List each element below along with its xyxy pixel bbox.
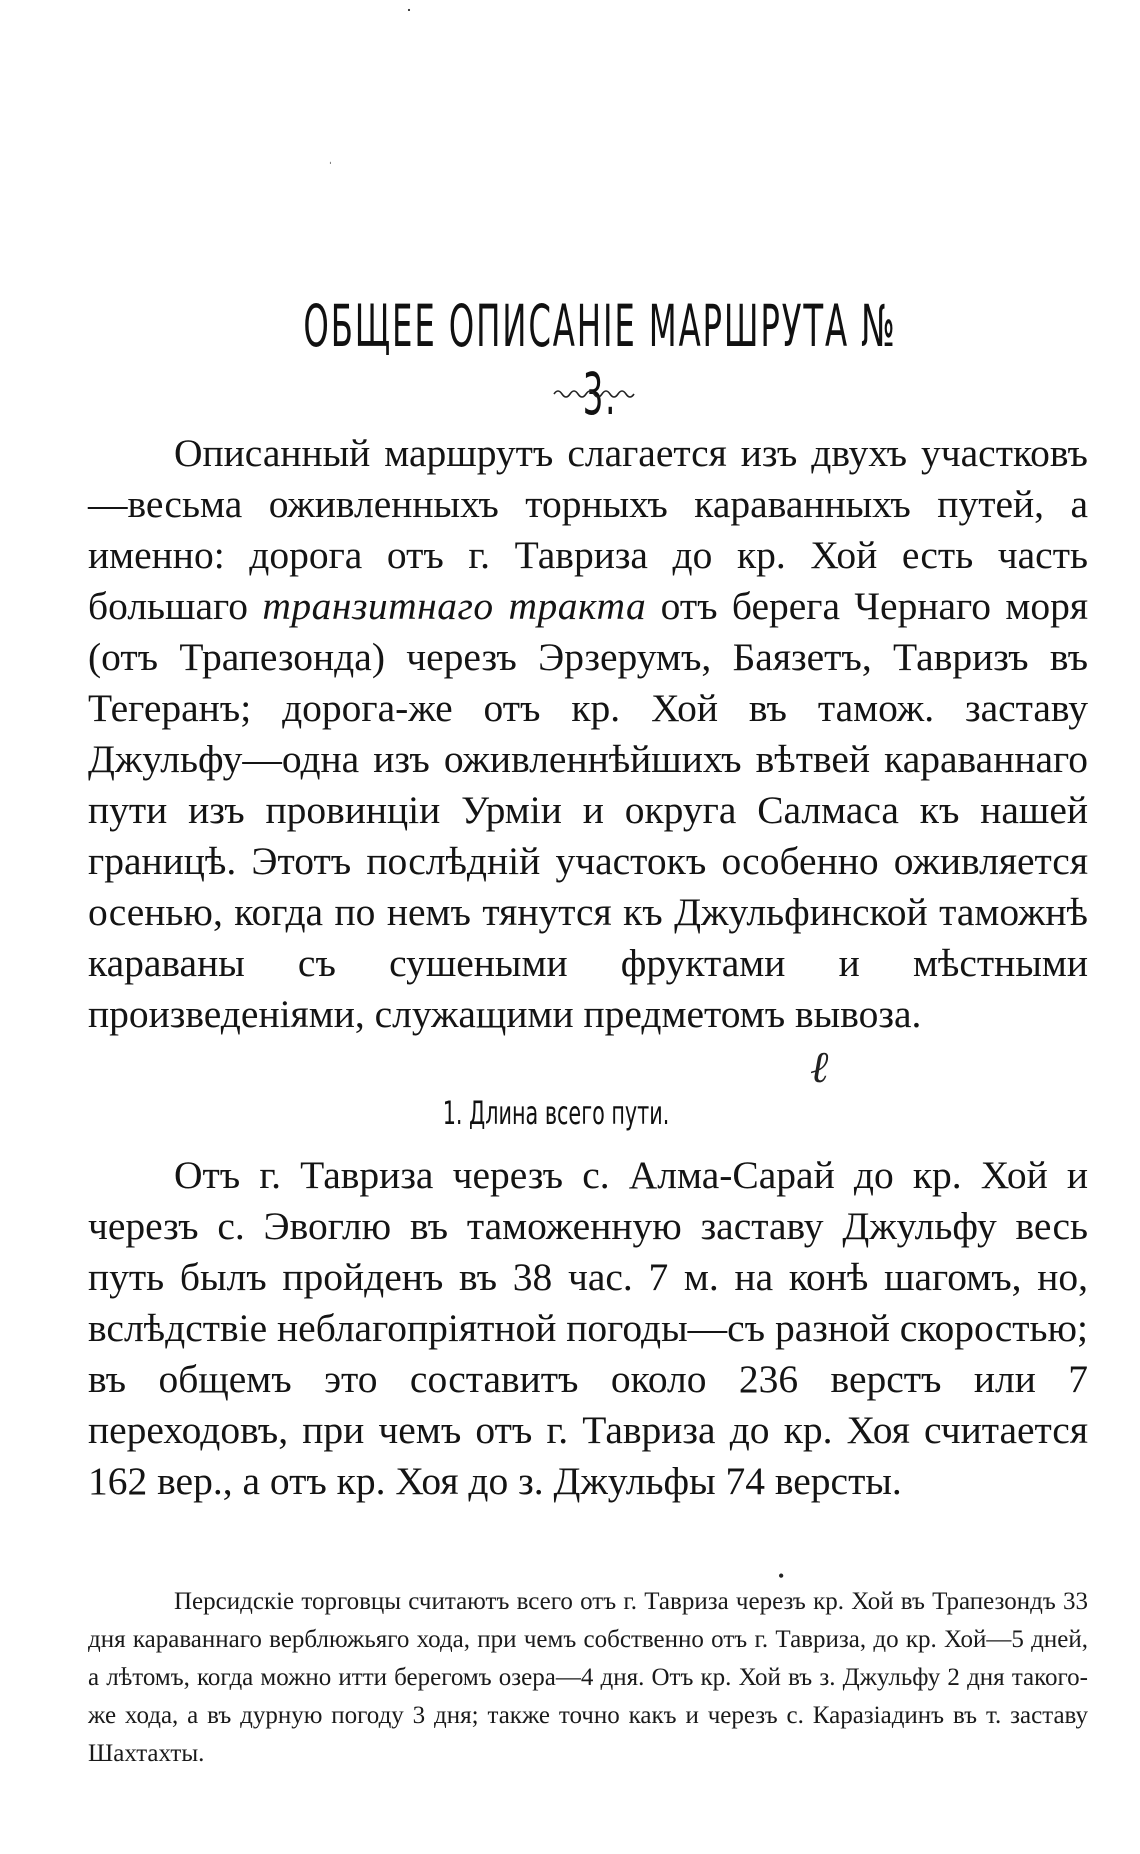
intro-emphasis: транзитнаго тракта <box>262 584 647 628</box>
print-speck: • <box>778 1566 785 1586</box>
section-paragraph <box>88 1150 1088 1507</box>
intro-text-part2: отъ берега Чернаго моря (отъ Трапезонда) черезъ Эрзерумъ, Баязетъ, Тавризъ въ Тегеранъ; дорога-же отъ кр. Хой въ тамож. заставу Джульфу—одна изъ оживленнѣйшихъ вѣтвей караваннаго пути изъ провинціи Урміи и округа Салмаса къ нашей границѣ. Этотъ послѣдній участокъ особенно оживляется осенью, когда по немъ тянутся къ Джульфинской таможнѣ караваны съ сушеными фруктами и мѣстными произведеніями, служащими предметомъ вывоза. <box>88 584 1089 1036</box>
title-ornament <box>548 382 648 402</box>
intro-text-part1: Описанный маршрутъ слагается изъ двухъ участковъ—весьма оживленныхъ торныхъ караванныхъ путей, а именно: дорога отъ г. Тавриза до кр. Хой есть часть большаго <box>88 431 1088 628</box>
footnote: Персидскіе торговцы считаютъ всего отъ г. Тавриза черезъ кр. Хой въ Трапезондъ 33 дня караваннаго верблюжьяго хода, при чемъ собственно отъ г. Тавриза, до кр. Хой—5 дней, а лѣтомъ, когда можно итти берегомъ озера—4 дня. Отъ кр. Хой въ з. Джульфу 2 дня такого-же хода, а въ дурную погоду 3 дня; также точно какъ и черезъ с. Каразіадинъ въ т. заставу Шахтахты. <box>88 1588 1088 1767</box>
section-heading: 1. Длина всего пути. <box>442 1094 670 1132</box>
section-text: Отъ г. Тавриза черезъ с. Алма-Сарай до кр. Хой и черезъ с. Эвоглю въ таможенную заставу Джульфу весь путь былъ пройденъ въ 38 час. 7 м. на конѣ шагомъ, но, вслѣдствіе неблагопріятной погоды—съ разной скоростью; въ общемъ это составитъ около 236 верстъ или 7 переходовъ, при чемъ отъ г. Тавриза до кр. Хоя считается 162 вер., а отъ кр. Хоя до з. Джульфы 74 версты. <box>88 1153 1088 1503</box>
page-title: ОБЩЕЕ ОПИСАНІЕ МАРШРУТА № 3. <box>303 292 897 428</box>
print-speck: · <box>406 0 412 20</box>
print-speck: ˌ <box>328 150 333 165</box>
handwritten-mark: ℓ <box>810 1043 829 1092</box>
intro-text <box>88 428 1088 1040</box>
book-page <box>88 0 1088 1854</box>
intro-paragraph <box>88 428 1088 1040</box>
